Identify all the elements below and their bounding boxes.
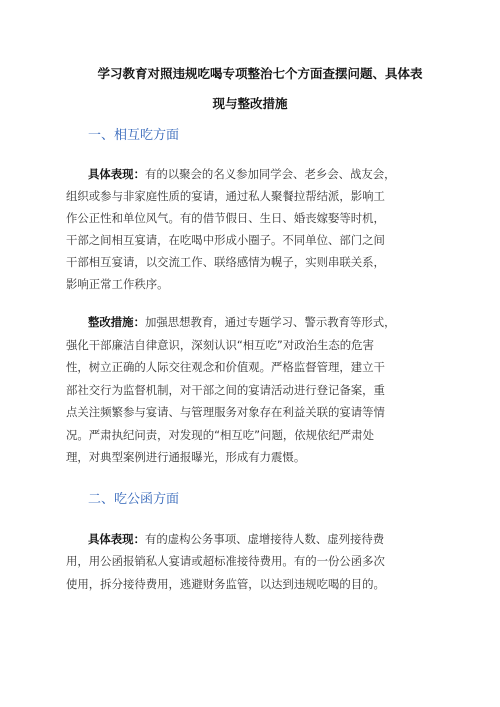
document-title-line-1: 学习教育对照违规吃喝专项整治七个方面查摆问题、具体表 xyxy=(97,66,423,81)
paragraph-line: 理，对典型案例进行通报曝光，形成有力震慑。 xyxy=(66,450,306,464)
paragraph-lead-label: 具体表现： xyxy=(88,167,145,181)
paragraph-line xyxy=(88,165,396,183)
paragraph-line: 部社交行为监督机制，对干部之间的宴请活动进行登记备案，重 xyxy=(66,383,385,397)
document-title-line-2: 现与整改措施 xyxy=(212,96,288,111)
paragraph-lead-label: 整改措施： xyxy=(88,315,145,329)
paragraph-line: 点关注频繁参与宴请、与管理服务对象存在利益关联的宴请等情 xyxy=(66,405,385,419)
paragraph-line: 强化干部廉洁自律意识，深刻认识“相互吃”对政治生态的危害 xyxy=(66,338,374,352)
paragraph-text: 有的虚构公务事项、虚增接待人数、虚列接待费 xyxy=(144,532,385,546)
paragraph-line: 况。严肃执纪问责，对发现的“相互吃”问题，依规依纪严肃处 xyxy=(66,428,374,442)
paragraph-text: 加强思想教育，通过专题学习、警示教育等形式， xyxy=(144,315,396,329)
paragraph-line xyxy=(88,313,396,331)
paragraph-line xyxy=(88,530,384,548)
paragraph-line: 干部之间相互宴请，在吃喝中形成小圈子。不同单位、部门之间 xyxy=(66,233,385,247)
section-heading-official-letter-dining: 二、吃公函方面 xyxy=(88,492,180,507)
paragraph-line: 用，用公函报销私人宴请或超标准接待费用。有的一份公函多次 xyxy=(66,554,385,568)
paragraph-line: 性，树立正确的人际交往观念和价值观。严格监督管理，建立干 xyxy=(66,360,385,374)
paragraph-text: 有的以聚会的名义参加同学会、老乡会、战友会， xyxy=(144,167,396,181)
paragraph-line: 干部相互宴请，以交流工作、联络感情为幌子，实则串联关系， xyxy=(66,255,385,269)
paragraph-line: 使用，拆分接待费用，逃避财务监管，以达到违规吃喝的目的。 xyxy=(66,577,385,591)
section-heading-mutual-dining: 一、相互吃方面 xyxy=(88,128,180,143)
paragraph-lead-label: 具体表现： xyxy=(88,532,145,546)
paragraph-line: 组织或参与非家庭性质的宴请，通过私人聚餐拉帮结派，影响工 xyxy=(66,189,385,203)
paragraph-line: 作公正性和单位风气。有的借节假日、生日、婚丧嫁娶等时机， xyxy=(66,211,385,225)
paragraph-line: 影响正常工作秩序。 xyxy=(66,277,169,291)
